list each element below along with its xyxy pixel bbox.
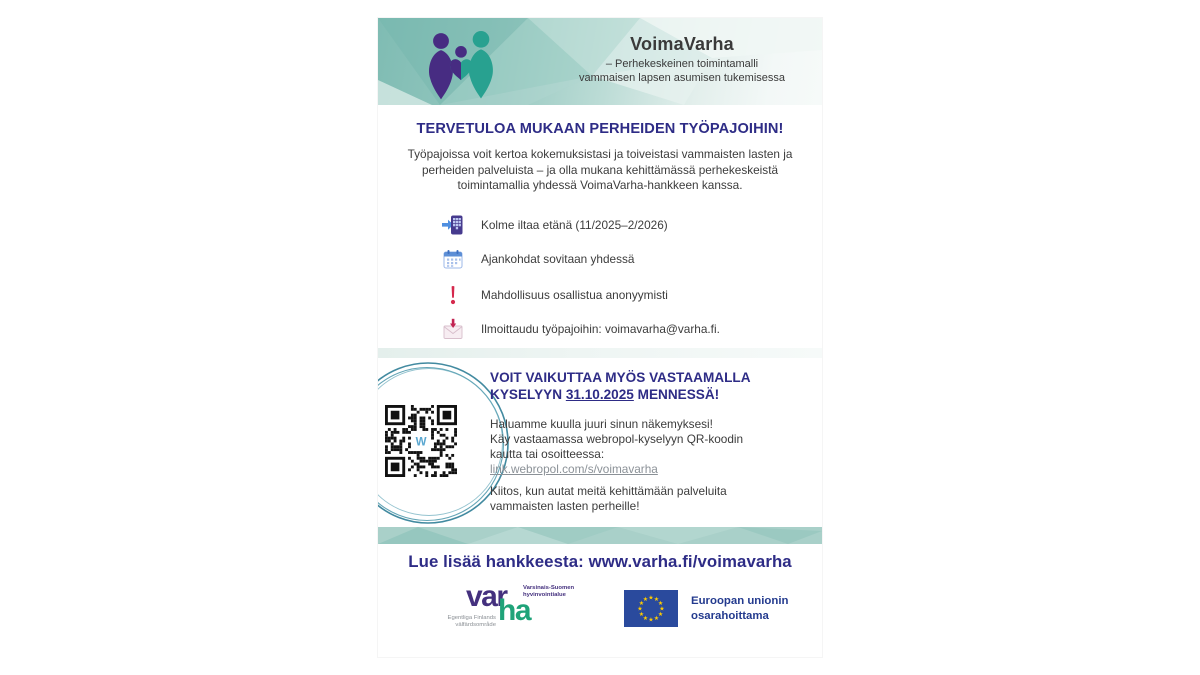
varha-logo-swedish-text: Egentliga Finlands välfärdsområde xyxy=(447,615,496,628)
svg-text:★: ★ xyxy=(648,595,654,602)
project-subtitle xyxy=(548,58,816,85)
bullet-signup-text: Ilmoittaudu työpajoihin: voimavarha@varha.fi. xyxy=(481,322,720,336)
bullet-schedule xyxy=(442,246,634,272)
survey-body-line3: kautta tai osoitteessa: xyxy=(490,447,605,461)
phone-arrow-icon xyxy=(442,214,464,236)
varha-logo-var: var xyxy=(466,580,507,613)
varha-logo-ha: ha xyxy=(498,594,531,627)
svg-text:★: ★ xyxy=(659,606,665,613)
flyer xyxy=(378,18,822,657)
varha-logo-finnish-text: Varsinais-Suomen hyvinvointialue xyxy=(523,585,575,598)
read-more-heading: Lue lisää hankkeesta: www.varha.fi/voimavarha xyxy=(408,552,792,571)
project-subtitle-line1: – Perhekeskeinen toimintamalli xyxy=(605,58,759,70)
flyer-header xyxy=(378,18,822,105)
svg-text:★: ★ xyxy=(648,617,654,624)
bullet-schedule-text: Ajankohdat sovitaan yhdessä xyxy=(481,252,635,266)
eu-cofunding-text: Euroopan unionin osarahoittama xyxy=(691,595,789,622)
envelope-arrow-icon xyxy=(442,318,464,340)
svg-text:★: ★ xyxy=(657,601,664,607)
bullet-remote-evenings-text: Kolme iltaa etänä (11/2025–2/2026) xyxy=(481,218,668,232)
survey-deadline: 31.10.2025 xyxy=(565,387,634,402)
project-subtitle-line2: vammaisen lapsen asumisen tukemisessa xyxy=(578,71,786,84)
survey-thanks-text: Kiitos, kun autat meitä kehittämään palveluita vammaisten lasten perheille! xyxy=(490,484,727,513)
survey-heading-line1: VOIT VAIKUTTAA MYÖS VASTAAMALLA xyxy=(490,370,751,385)
svg-text:★: ★ xyxy=(653,616,660,623)
eu-cofunding-logo xyxy=(624,590,788,627)
eu-flag-icon xyxy=(624,590,678,627)
varha-logo xyxy=(442,580,592,646)
svg-text:★: ★ xyxy=(657,612,664,618)
divider-band-bottom xyxy=(378,527,822,544)
survey-heading-line2-post: MENNESSÄ! xyxy=(633,387,720,402)
svg-text:★: ★ xyxy=(638,612,645,618)
survey-body-line2: Käy vastaamassa webropol-kyselyyn QR-koodin xyxy=(490,432,744,446)
svg-text:★: ★ xyxy=(642,596,649,603)
survey-heading-line2-pre: KYSELYYN xyxy=(490,387,566,402)
bullet-anonymous-text: Mahdollisuus osallistua anonyymisti xyxy=(481,288,668,302)
svg-text:★: ★ xyxy=(642,616,649,623)
family-figures-icon xyxy=(422,31,510,101)
divider-polygon-texture xyxy=(378,527,822,544)
svg-text:★: ★ xyxy=(653,596,660,603)
qr-code xyxy=(385,405,457,477)
workshops-intro-text: Työpajoissa voit kertoa kokemuksistasi ja toiveistasi vammaisten lasten ja perheiden palveluista – ja olla mukana kehittämässä perhekeskeistä toimintamallia yhdessä VoimaVarha-hankkeen kanssa. xyxy=(407,147,793,192)
webropol-survey-link[interactable]: link.webropol.com/s/voimavarha xyxy=(490,462,658,476)
svg-text:W: W xyxy=(415,436,427,449)
bullet-remote-evenings xyxy=(442,212,668,238)
svg-text:★: ★ xyxy=(638,601,645,607)
survey-heading xyxy=(490,369,810,403)
bullet-anonymous xyxy=(442,282,668,308)
survey-body xyxy=(490,417,810,477)
survey-body-line1: Haluamme kuulla juuri sinun näkemyksesi! xyxy=(490,417,713,431)
calendar-icon xyxy=(442,248,464,270)
workshops-heading: TERVETULOA MUKAAN PERHEIDEN TYÖPAJOIHIN! xyxy=(416,121,784,137)
bullet-signup xyxy=(442,316,720,342)
project-title: VoimaVarha xyxy=(630,34,734,54)
exclamation-icon xyxy=(442,284,464,306)
header-title-block xyxy=(548,34,816,85)
svg-text:★: ★ xyxy=(637,606,643,613)
